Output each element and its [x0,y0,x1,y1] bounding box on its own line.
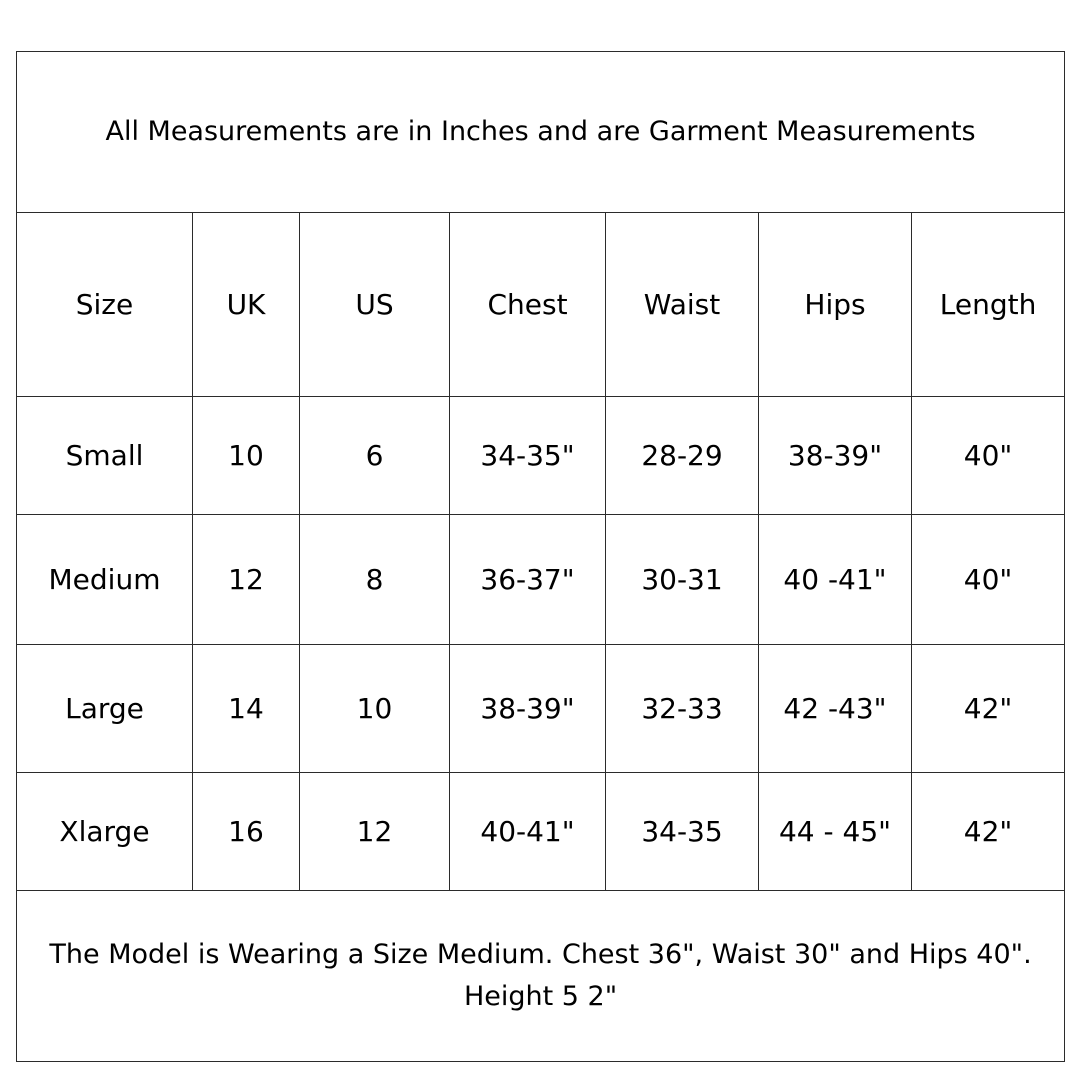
cell-us: 12 [300,773,450,891]
cell-size: Large [17,645,193,773]
model-note-line-2: Height 5 2" [463,981,618,1012]
column-header-uk: UK [193,213,300,397]
cell-chest: 34-35" [450,397,606,515]
column-header-chest: Chest [450,213,606,397]
table-row [17,645,1065,773]
chart-title: All Measurements are in Inches and are Garment Measurements [17,52,1065,213]
column-header-length: Length [912,213,1065,397]
cell-chest: 40-41" [450,773,606,891]
size-chart-table [16,51,1065,1062]
cell-length: 40" [912,397,1065,515]
cell-chest: 36-37" [450,515,606,645]
cell-hips: 38-39" [759,397,912,515]
cell-hips: 40 -41" [759,515,912,645]
cell-uk: 16 [193,773,300,891]
cell-waist: 30-31 [606,515,759,645]
cell-size: Small [17,397,193,515]
table-row [17,515,1065,645]
cell-length: 42" [912,645,1065,773]
cell-us: 6 [300,397,450,515]
table-row [17,773,1065,891]
column-header-size: Size [17,213,193,397]
column-header-waist: Waist [606,213,759,397]
cell-chest: 38-39" [450,645,606,773]
note-row [17,891,1065,1062]
cell-length: 40" [912,515,1065,645]
column-header-hips: Hips [759,213,912,397]
cell-us: 10 [300,645,450,773]
cell-size: Xlarge [17,773,193,891]
header-row [17,213,1065,397]
cell-waist: 28-29 [606,397,759,515]
cell-uk: 12 [193,515,300,645]
cell-us: 8 [300,515,450,645]
cell-hips: 44 - 45" [759,773,912,891]
model-note [17,891,1065,1062]
cell-hips: 42 -43" [759,645,912,773]
cell-length: 42" [912,773,1065,891]
cell-waist: 32-33 [606,645,759,773]
table-row [17,397,1065,515]
cell-size: Medium [17,515,193,645]
model-note-line-1: The Model is Wearing a Size Medium. Chest 36", Waist 30" and Hips 40". [49,939,1032,971]
cell-uk: 10 [193,397,300,515]
title-row [17,52,1065,213]
cell-uk: 14 [193,645,300,773]
column-header-us: US [300,213,450,397]
cell-waist: 34-35 [606,773,759,891]
